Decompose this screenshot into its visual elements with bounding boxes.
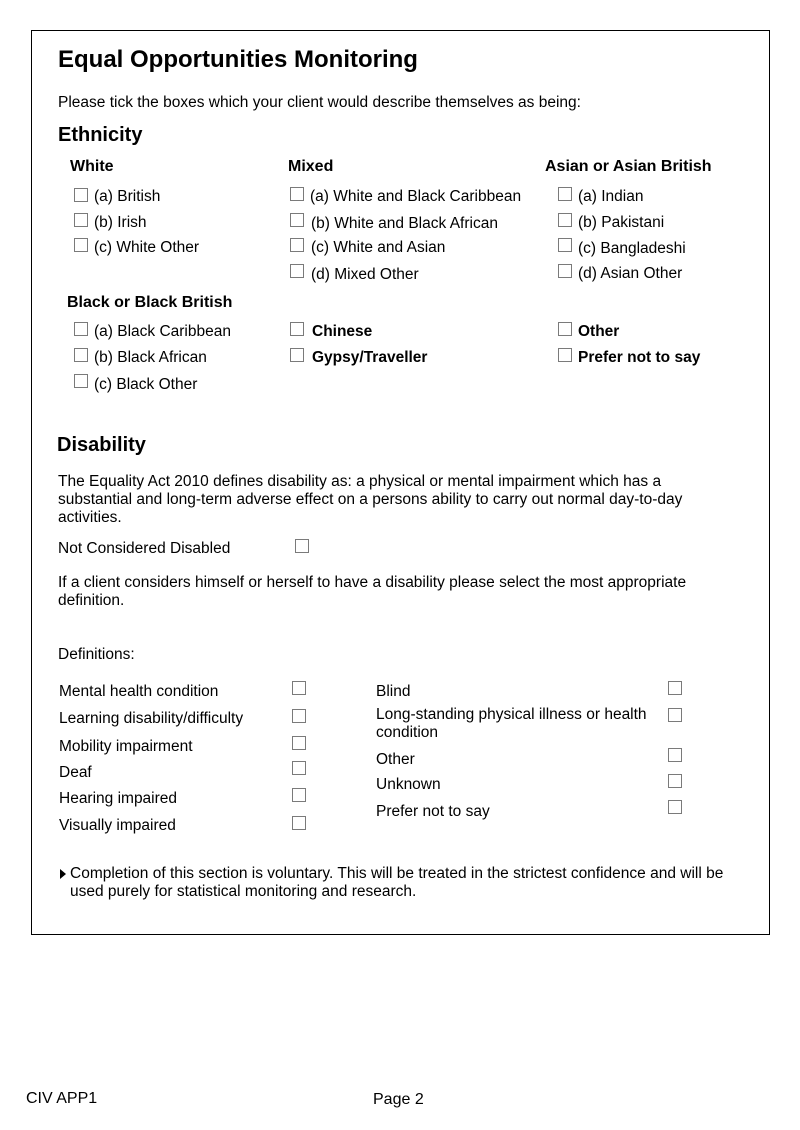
option-label: (b) White and Black African bbox=[311, 215, 498, 232]
black-heading: Black or Black British bbox=[67, 294, 233, 311]
checkbox-hearing-impaired[interactable] bbox=[292, 788, 306, 802]
option-label: (c) White Other bbox=[94, 239, 200, 256]
option-label: (a) Indian bbox=[578, 188, 644, 205]
option-label: (c) Bangladeshi bbox=[578, 240, 686, 257]
checkbox-long-standing-illness[interactable] bbox=[668, 708, 682, 722]
definition-label: Long-standing physical illness or health condition bbox=[376, 706, 647, 741]
checkbox-mixed-other[interactable] bbox=[290, 264, 304, 278]
voluntary-note: Completion of this section is voluntary. This will be treated in the strictest confidence and will be used purely for statistical monitoring and research. bbox=[70, 865, 724, 900]
option-label: (c) White and Asian bbox=[311, 239, 446, 256]
white-heading: White bbox=[70, 158, 114, 175]
not-considered-label: Not Considered Disabled bbox=[58, 540, 231, 557]
checkbox-asian-other[interactable] bbox=[558, 264, 572, 278]
checkbox-learning-disability[interactable] bbox=[292, 709, 306, 723]
checkbox-mixed-white-asian[interactable] bbox=[290, 238, 304, 252]
definition-label: Unknown bbox=[376, 776, 441, 793]
form-instruction: Please tick the boxes which your client would describe themselves as being: bbox=[58, 94, 581, 111]
disability-heading: Disability bbox=[57, 434, 146, 456]
form-title: Equal Opportunities Monitoring bbox=[58, 46, 418, 73]
checkbox-not-considered-disabled[interactable] bbox=[295, 539, 309, 553]
checkbox-gypsy-traveller[interactable] bbox=[290, 348, 304, 362]
option-label-chinese: Chinese bbox=[312, 323, 373, 340]
definition-label: Deaf bbox=[59, 764, 92, 781]
checkbox-white-british[interactable] bbox=[74, 188, 88, 202]
checkbox-chinese[interactable] bbox=[290, 322, 304, 336]
option-label: (a) British bbox=[94, 188, 161, 205]
disability-select-text: If a client considers himself or herself to have a disability please select the most appropriate definition. bbox=[58, 574, 687, 609]
definition-label: Visually impaired bbox=[59, 817, 176, 834]
option-label-ethnicity-prefer-not: Prefer not to say bbox=[578, 349, 701, 366]
checkbox-ethnicity-other[interactable] bbox=[558, 322, 572, 336]
option-label: (d) Asian Other bbox=[578, 265, 683, 282]
option-label: (c) Black Other bbox=[94, 376, 198, 393]
definition-label: Other bbox=[376, 751, 415, 768]
checkbox-asian-indian[interactable] bbox=[558, 187, 572, 201]
option-label: (a) Black Caribbean bbox=[94, 323, 231, 340]
checkbox-black-caribbean[interactable] bbox=[74, 322, 88, 336]
checkbox-asian-pakistani[interactable] bbox=[558, 213, 572, 227]
checkbox-mental-health[interactable] bbox=[292, 681, 306, 695]
option-label: (b) Black African bbox=[94, 349, 207, 366]
checkbox-disability-other[interactable] bbox=[668, 748, 682, 762]
checkbox-disability-prefer-not[interactable] bbox=[668, 800, 682, 814]
checkbox-mobility-impairment[interactable] bbox=[292, 736, 306, 750]
checkbox-black-african[interactable] bbox=[74, 348, 88, 362]
option-label-ethnicity-other: Other bbox=[578, 323, 620, 340]
disability-definition-text: The Equality Act 2010 defines disability as: a physical or mental impairment which has a substantial and long-term adverse effect on a persons ability to carry out normal day-to-day activities. bbox=[58, 473, 683, 526]
checkbox-blind[interactable] bbox=[668, 681, 682, 695]
checkbox-unknown[interactable] bbox=[668, 774, 682, 788]
option-label: (b) Pakistani bbox=[578, 214, 665, 231]
checkbox-ethnicity-prefer-not[interactable] bbox=[558, 348, 572, 362]
definition-label: Mental health condition bbox=[59, 683, 219, 700]
definition-label: Hearing impaired bbox=[59, 790, 178, 807]
page-number: Page 2 bbox=[373, 1091, 424, 1108]
checkbox-visually-impaired[interactable] bbox=[292, 816, 306, 830]
option-label: (d) Mixed Other bbox=[311, 266, 419, 283]
checkbox-white-irish[interactable] bbox=[74, 213, 88, 227]
checkbox-mixed-white-black-caribbean[interactable] bbox=[290, 187, 304, 201]
mixed-heading: Mixed bbox=[288, 158, 334, 175]
arrow-right-icon bbox=[60, 869, 66, 879]
checkbox-asian-bangladeshi[interactable] bbox=[558, 238, 572, 252]
asian-heading: Asian or Asian British bbox=[545, 158, 712, 175]
definition-label: Blind bbox=[376, 683, 411, 700]
checkbox-black-other[interactable] bbox=[74, 374, 88, 388]
ethnicity-heading: Ethnicity bbox=[58, 124, 143, 146]
option-label-gypsy-traveller: Gypsy/Traveller bbox=[312, 349, 428, 366]
definition-label: Mobility impairment bbox=[59, 738, 193, 755]
checkbox-white-other[interactable] bbox=[74, 238, 88, 252]
checkbox-mixed-white-black-african[interactable] bbox=[290, 213, 304, 227]
definitions-label: Definitions: bbox=[58, 646, 135, 663]
checkbox-deaf[interactable] bbox=[292, 761, 306, 775]
option-label: (b) Irish bbox=[94, 214, 147, 231]
definition-label: Prefer not to say bbox=[376, 803, 490, 820]
form-code: CIV APP1 bbox=[26, 1090, 98, 1107]
definition-label: Learning disability/difficulty bbox=[59, 710, 244, 727]
option-label: (a) White and Black Caribbean bbox=[310, 188, 522, 205]
